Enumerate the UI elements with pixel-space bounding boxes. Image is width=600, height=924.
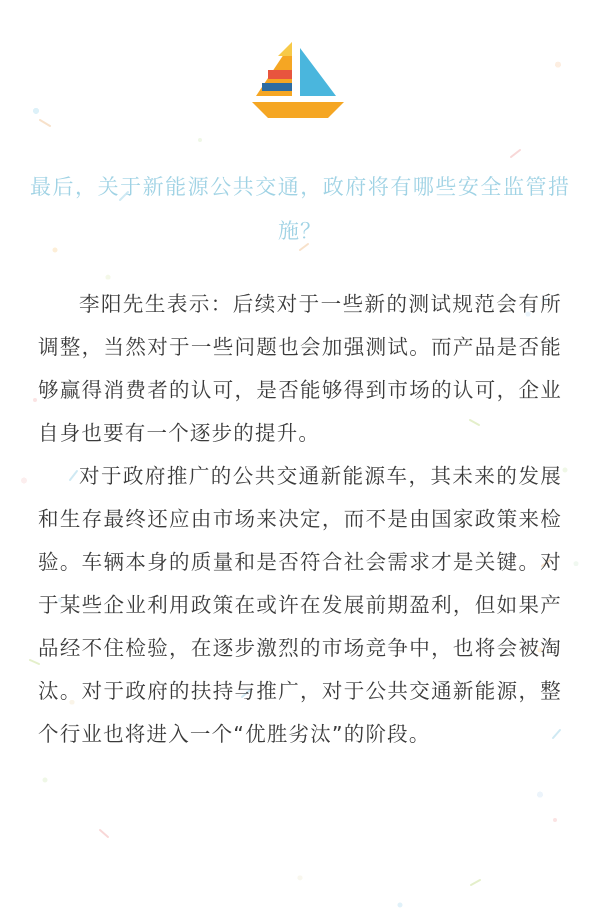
article-paragraph: 对于政府推广的公共交通新能源车，其未来的发展和生存最终还应由市场来决定，而不是由国家政策来检验。车辆本身的质量和是否符合社会需求才是关键。对于某些企业利用政策在或许在发展前期盈利，但如果产品经不住检验，在逐步激烈的市场竞争中，也将会被淘汰。对于政府的扶持与推广，对于公共交通新能源，整个行业也将进入一个“优胜劣汰”的阶段。: [38, 464, 562, 746]
logo-container: [0, 0, 600, 129]
sailboat-icon: [240, 34, 360, 129]
article-body: [38, 283, 562, 756]
article-paragraph: 李阳先生表示：后续对于一些新的测试规范会有所调整，当然对于一些问题也会加强测试。而产品是否能够赢得消费者的认可，是否能够得到市场的认可，企业自身也要有一个逐步的提升。: [38, 292, 562, 445]
article-question: 最后，关于新能源公共交通，政府将有哪些安全监管措施？: [30, 175, 570, 243]
